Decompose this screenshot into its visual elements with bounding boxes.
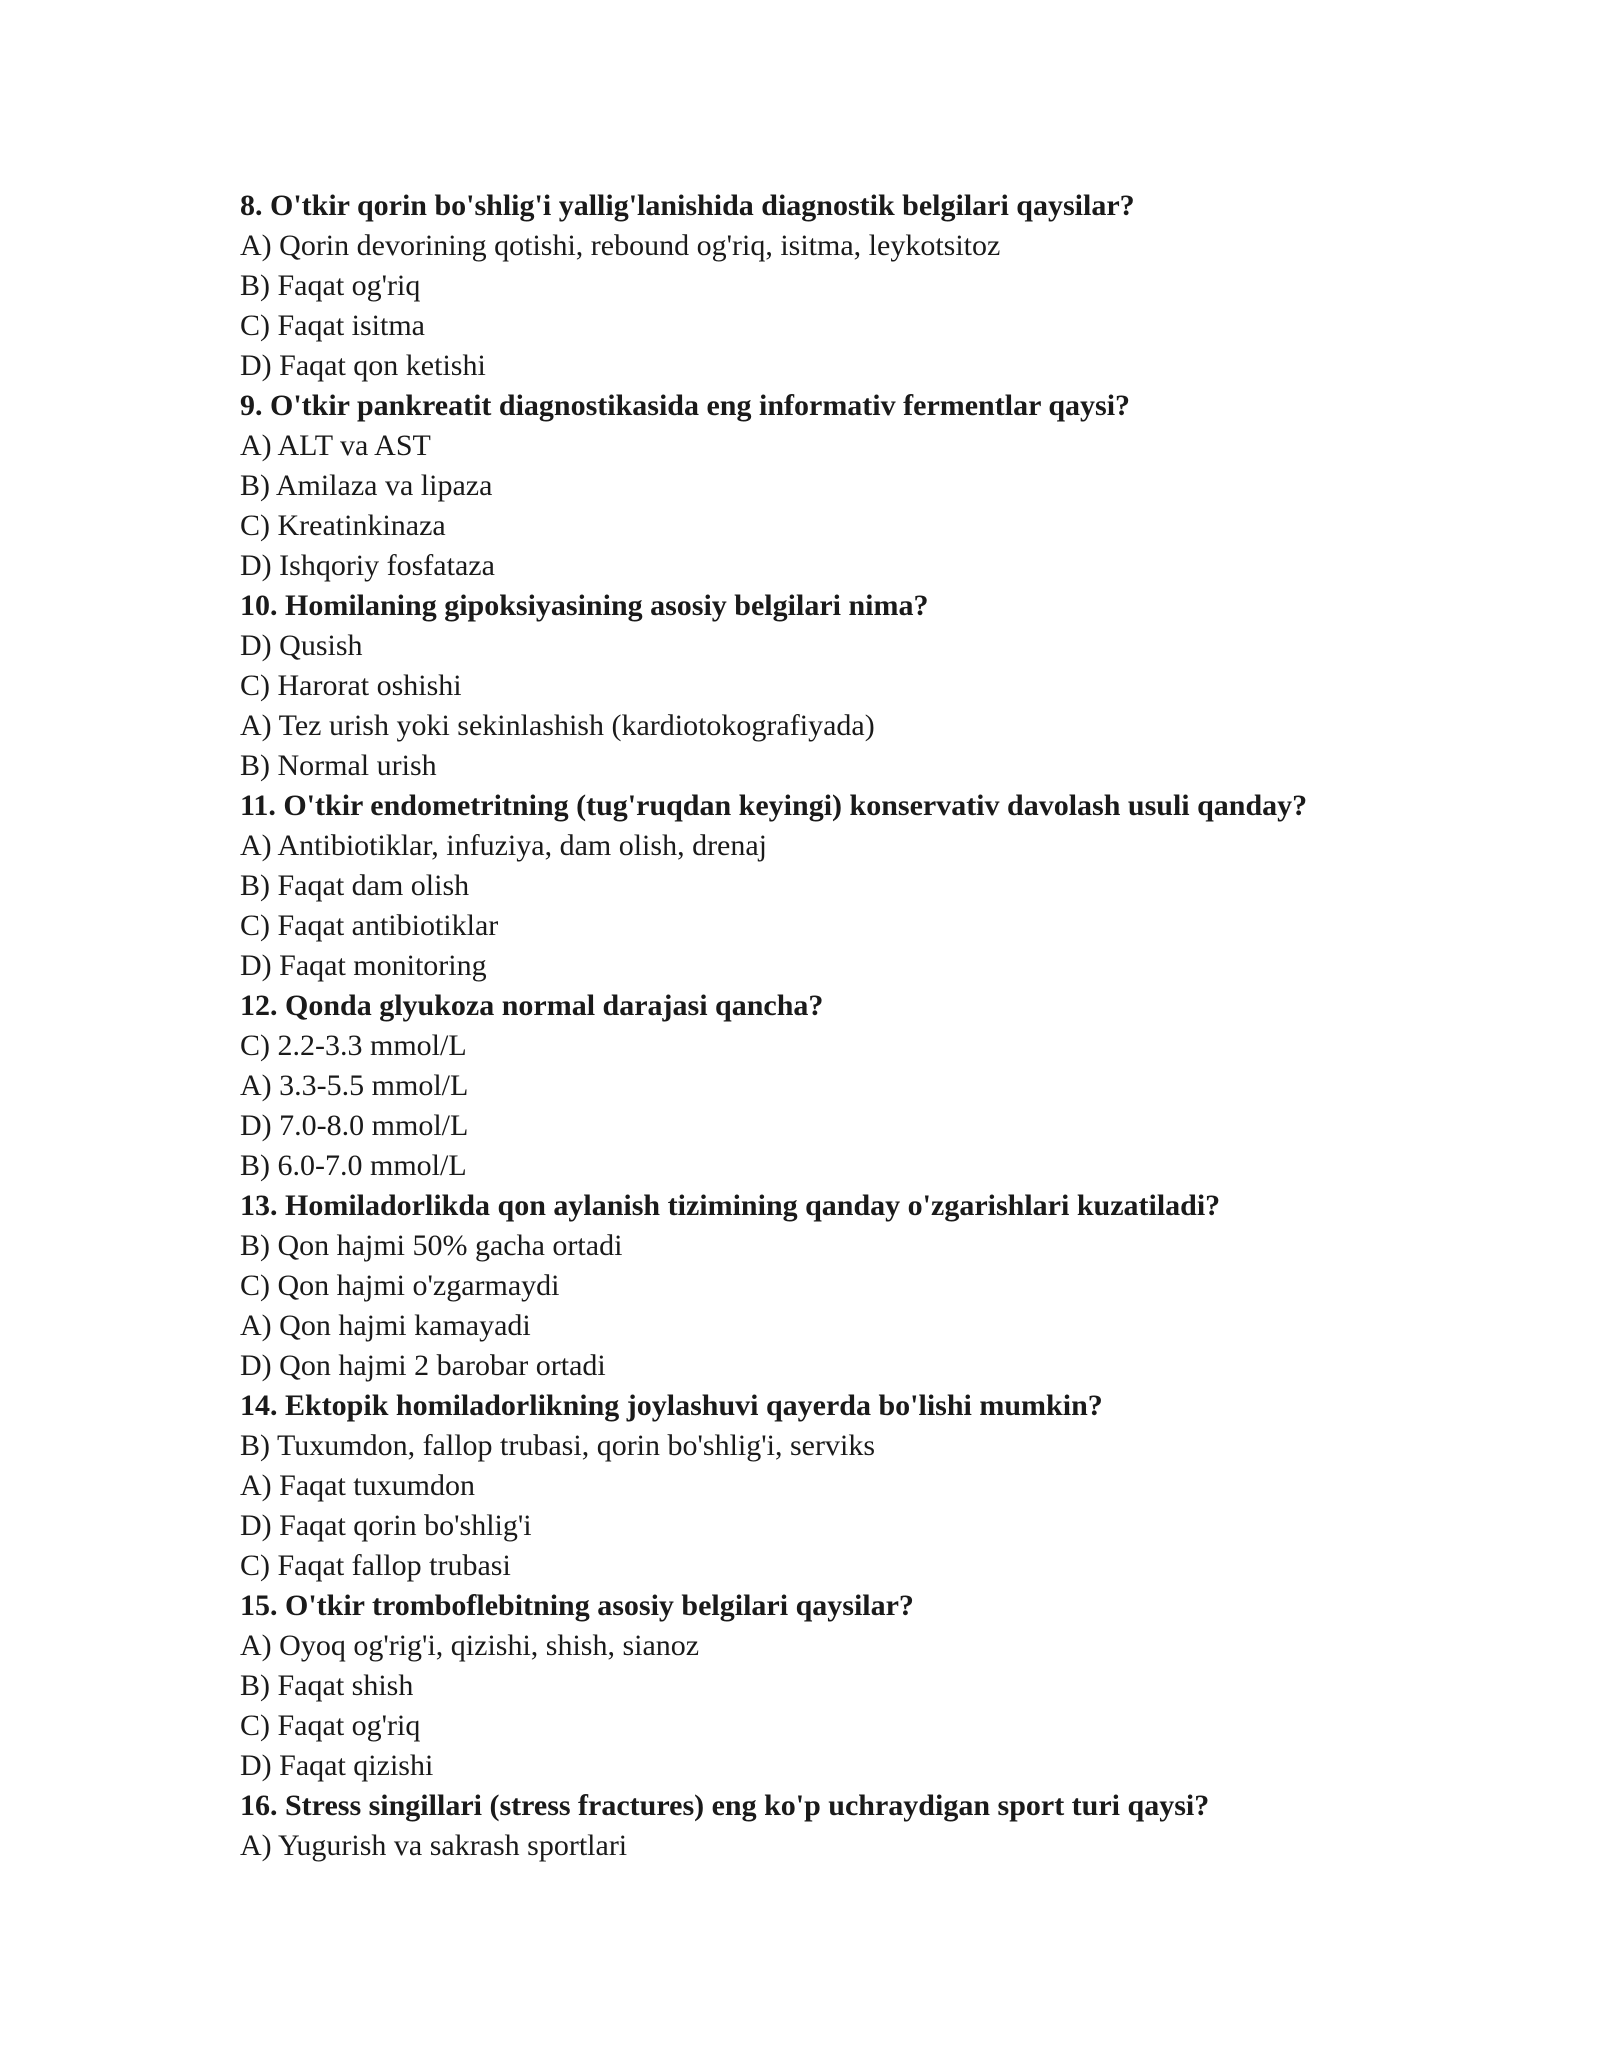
answer-option: C) Faqat og'riq — [240, 1709, 421, 1742]
question-list — [240, 186, 1440, 1866]
answer-option: A) ALT va AST — [240, 429, 431, 462]
answer-option: B) Tuxumdon, fallop trubasi, qorin bo'shlig'i, serviks — [240, 1429, 875, 1462]
question-text: 12. Qonda glyukoza normal darajasi qancha? — [240, 989, 824, 1022]
answer-option: C) Faqat fallop trubasi — [240, 1549, 511, 1582]
answer-option: B) Faqat shish — [240, 1669, 414, 1702]
answer-option: A) Qorin devorining qotishi, rebound og'riq, isitma, leykotsitoz — [240, 229, 1001, 262]
question-text: 16. Stress singillari (stress fractures) eng ko'p uchraydigan sport turi qaysi? — [240, 1789, 1210, 1822]
answer-option: B) Normal urish — [240, 749, 437, 782]
answer-option: C) Harorat oshishi — [240, 669, 462, 702]
question-text: 15. O'tkir tromboflebitning asosiy belgilari qaysilar? — [240, 1589, 914, 1622]
answer-option: A) Oyoq og'rig'i, qizishi, shish, sianoz — [240, 1629, 700, 1662]
answer-option: C) Qon hajmi o'zgarmaydi — [240, 1269, 560, 1302]
answer-option: A) Antibiotiklar, infuziya, dam olish, drenaj — [240, 829, 768, 862]
answer-option: D) Ishqoriy fosfataza — [240, 549, 495, 582]
answer-option: B) Faqat dam olish — [240, 869, 470, 902]
question-10 — [240, 586, 1440, 786]
answer-option: B) 6.0-7.0 mmol/L — [240, 1149, 467, 1182]
answer-option: B) Faqat og'riq — [240, 269, 421, 302]
answer-option: D) Faqat monitoring — [240, 949, 487, 982]
question-text: 10. Homilaning gipoksiyasining asosiy belgilari nima? — [240, 589, 929, 622]
answer-option: D) Qusish — [240, 629, 363, 662]
question-text: 9. O'tkir pankreatit diagnostikasida eng informativ fermentlar qaysi? — [240, 389, 1131, 422]
question-11 — [240, 786, 1440, 986]
answer-option: B) Amilaza va lipaza — [240, 469, 493, 502]
answer-option: D) Qon hajmi 2 barobar ortadi — [240, 1349, 606, 1382]
question-15 — [240, 1586, 1440, 1786]
question-16 — [240, 1786, 1440, 1866]
question-9 — [240, 386, 1440, 586]
answer-option: C) Kreatinkinaza — [240, 509, 446, 542]
answer-option: D) 7.0-8.0 mmol/L — [240, 1109, 469, 1142]
question-text: 8. O'tkir qorin bo'shlig'i yallig'lanishida diagnostik belgilari qaysilar? — [240, 189, 1135, 222]
question-8 — [240, 186, 1440, 386]
answer-option: C) Faqat isitma — [240, 309, 425, 342]
answer-option: D) Faqat qorin bo'shlig'i — [240, 1509, 532, 1542]
answer-option: A) Qon hajmi kamayadi — [240, 1309, 531, 1342]
answer-option: C) Faqat antibiotiklar — [240, 909, 499, 942]
answer-option: A) Tez urish yoki sekinlashish (kardiotokografiyada) — [240, 709, 875, 742]
answer-option: D) Faqat qon ketishi — [240, 349, 486, 382]
question-12 — [240, 986, 1440, 1186]
answer-option: A) Faqat tuxumdon — [240, 1469, 475, 1502]
question-text: 13. Homiladorlikda qon aylanish tizimining qanday o'zgarishlari kuzatiladi? — [240, 1189, 1221, 1222]
answer-option: C) 2.2-3.3 mmol/L — [240, 1029, 467, 1062]
answer-option: A) 3.3-5.5 mmol/L — [240, 1069, 469, 1102]
answer-option: A) Yugurish va sakrash sportlari — [240, 1829, 628, 1862]
question-text: 14. Ektopik homiladorlikning joylashuvi qayerda bo'lishi mumkin? — [240, 1389, 1103, 1422]
answer-option: B) Qon hajmi 50% gacha ortadi — [240, 1229, 623, 1262]
question-13 — [240, 1186, 1440, 1386]
question-14 — [240, 1386, 1440, 1586]
question-text: 11. O'tkir endometritning (tug'ruqdan keyingi) konservativ davolash usuli qanday? — [240, 789, 1308, 822]
answer-option: D) Faqat qizishi — [240, 1749, 434, 1782]
